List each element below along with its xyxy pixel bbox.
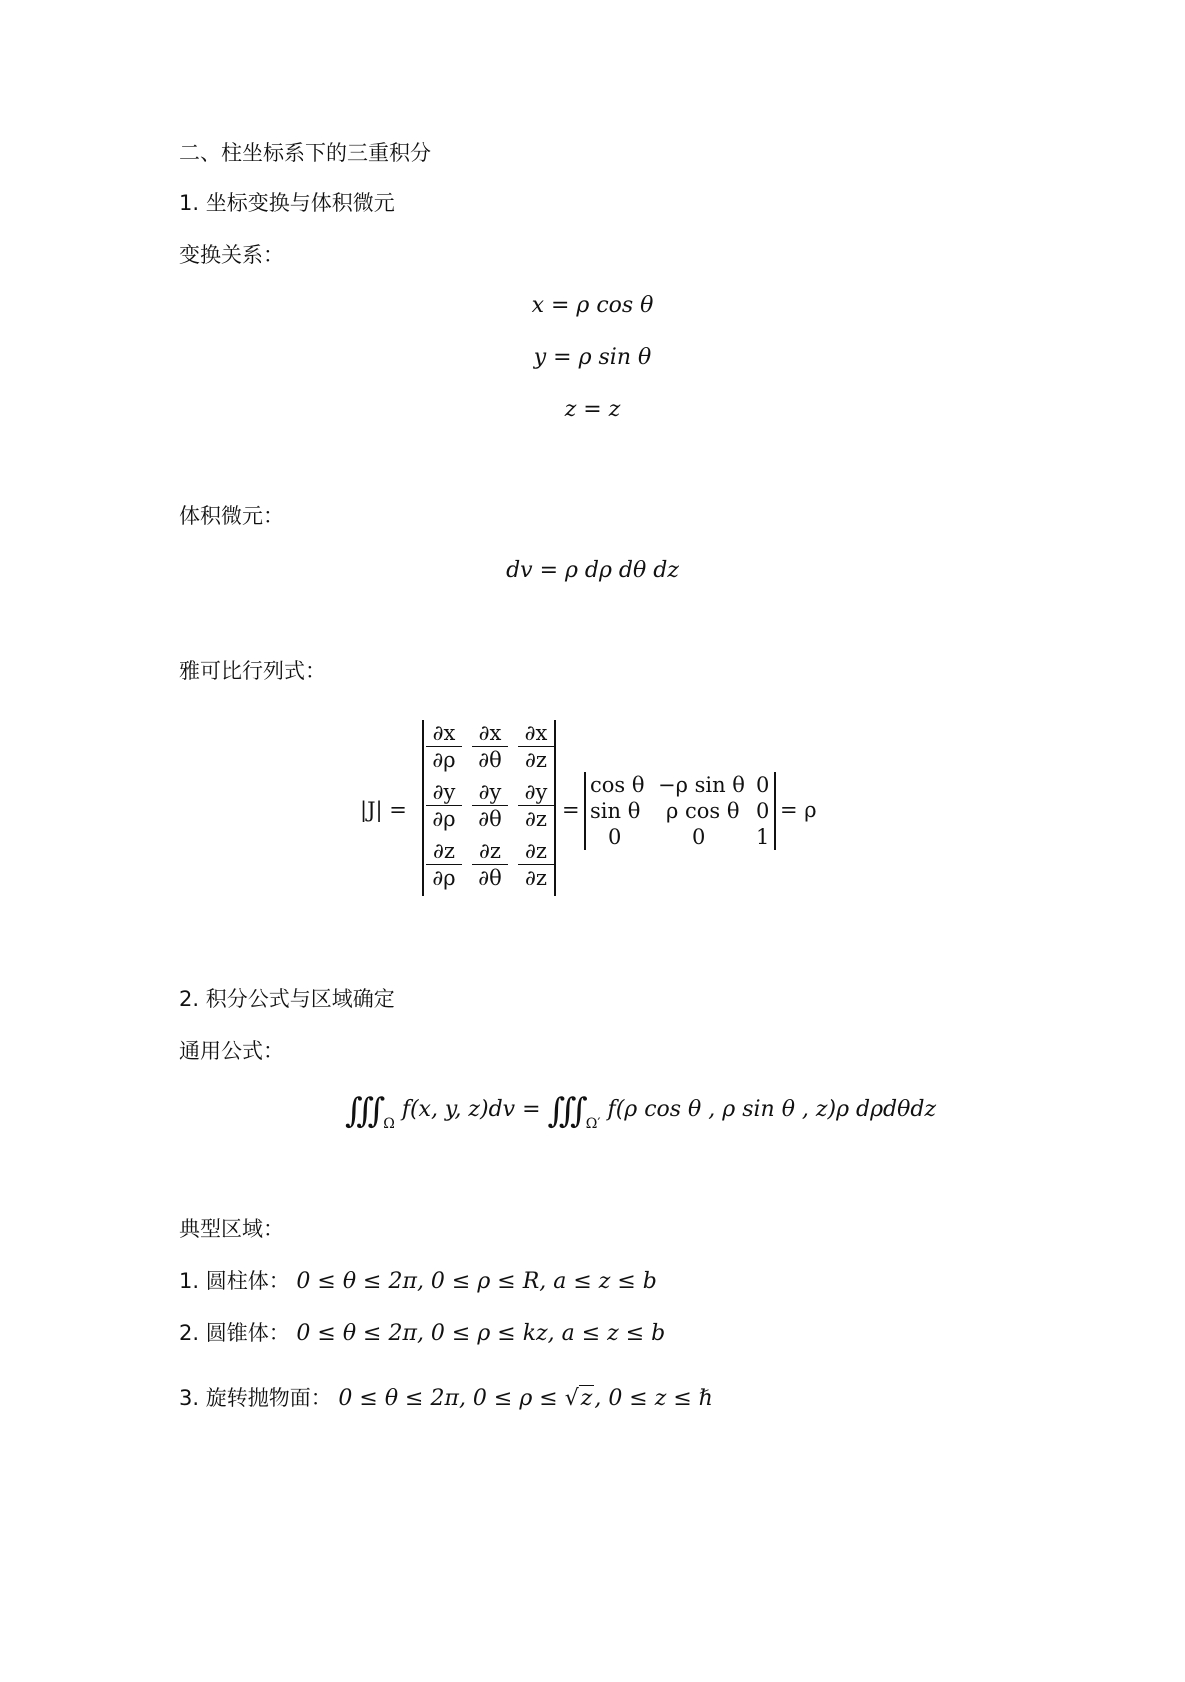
- partial-z-theta: $\frac{\partial z}{\partial\theta}$: [472, 838, 508, 891]
- region-expression: 0 ≤ θ ≤ 2π, 0 ≤ ρ ≤ kz, a ≤ z ≤ b: [296, 1321, 666, 1346]
- subsection-1-title: 1. 坐标变换与体积微元: [179, 191, 395, 215]
- volume-label: 体积微元：: [179, 504, 284, 528]
- rhs-integrand: f(ρ cos θ , ρ sin θ , z)ρ dρdθdz: [607, 1097, 937, 1122]
- jacobian-label: 雅可比行列式：: [179, 659, 326, 683]
- equation-z: z = z: [564, 397, 621, 422]
- matrix-cell: cos θ: [590, 773, 645, 797]
- matrix-cell: −ρ sin θ: [658, 773, 745, 797]
- matrix-cell: ρ cos θ: [666, 799, 740, 823]
- matrix-cell: 1: [756, 825, 770, 849]
- jacobian-lhs: |J| =: [360, 798, 407, 822]
- region-paraboloid: [179, 1385, 713, 1412]
- transform-label: 变换关系：: [179, 243, 284, 267]
- region-label: 3. 旋转抛物面：: [179, 1386, 332, 1410]
- jacobian-equals: =: [562, 798, 580, 822]
- partial-x-theta: $\frac{\partial x}{\partial\theta}$: [472, 720, 508, 773]
- matrix-cell: 0: [608, 825, 622, 849]
- trig-determinant: [584, 772, 776, 850]
- region-expression: 0 ≤ θ ≤ 2π, 0 ≤ ρ ≤ R, a ≤ z ≤ b: [296, 1269, 657, 1294]
- triple-integral-symbol: ∭: [547, 1091, 578, 1131]
- region-label: 1. 圆柱体：: [179, 1269, 290, 1293]
- triple-integral-symbol: ∭: [345, 1091, 376, 1131]
- partial-z-rho: $\frac{\partial z}{\partial\rho}$: [426, 838, 462, 891]
- partial-z-z: $\frac{\partial z}{\partial z}$: [518, 838, 554, 891]
- volume-element-equation: dv = ρ dρ dθ dz: [506, 558, 679, 583]
- equation-x: x = ρ cos θ: [531, 293, 654, 318]
- regions-label: 典型区域：: [179, 1217, 284, 1241]
- rhs-domain: Ω′: [585, 1116, 601, 1132]
- region-cone: [179, 1320, 665, 1347]
- partial-x-z: $\frac{\partial x}{\partial z}$: [518, 720, 554, 773]
- lhs-domain: Ω: [383, 1116, 395, 1132]
- region-cylinder: [179, 1268, 657, 1295]
- partial-x-rho: $\frac{\partial x}{\partial\rho}$: [426, 720, 462, 773]
- derivative-determinant: [422, 720, 556, 896]
- subsection-2-title: 2. 积分公式与区域确定: [179, 987, 395, 1011]
- general-formula-label: 通用公式：: [179, 1039, 284, 1063]
- partial-y-z: $\frac{\partial y}{\partial z}$: [518, 779, 554, 832]
- partial-y-rho: $\frac{\partial y}{\partial\rho}$: [426, 779, 462, 832]
- general-formula: [345, 1091, 937, 1137]
- jacobian-result: = ρ: [780, 798, 817, 822]
- region-expression: 0 ≤ θ ≤ 2π, 0 ≤ ρ ≤ √z, 0 ≤ z ≤ ℏ: [338, 1386, 713, 1411]
- region-label: 2. 圆锥体：: [179, 1321, 290, 1345]
- equation-y: y = ρ sin θ: [533, 345, 652, 370]
- matrix-cell: 0: [692, 825, 706, 849]
- matrix-cell: 0: [756, 773, 770, 797]
- section-title: 二、柱坐标系下的三重积分: [179, 141, 431, 165]
- matrix-cell: 0: [756, 799, 770, 823]
- sqrt-radicand: z: [580, 1386, 593, 1411]
- lhs-integrand: f(x, y, z)dv =: [401, 1097, 541, 1122]
- partial-y-theta: $\frac{\partial y}{\partial\theta}$: [472, 779, 508, 832]
- matrix-cell: sin θ: [590, 799, 641, 823]
